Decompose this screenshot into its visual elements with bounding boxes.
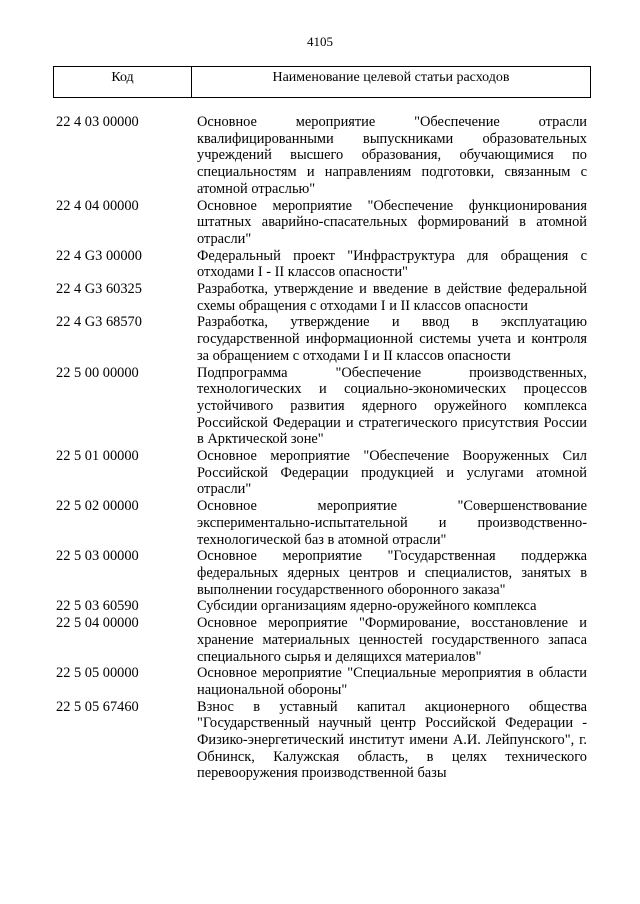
header-code-column: Код: [54, 67, 192, 97]
table-row: [56, 198, 587, 248]
row-name: Разработка, утверждение и введение в действие федеральной схемы обращения с отходами I и II классов опасности: [197, 281, 587, 314]
row-name: Основное мероприятие "Совершенствование экспериментально-испытательной и производственно-технологической баз в атомной отрасли": [197, 498, 587, 548]
table-row: [56, 248, 587, 281]
row-code: 22 5 02 00000: [56, 498, 139, 515]
table-row: [56, 281, 587, 314]
row-name: Субсидии организациям ядерно-оружейного комплекса: [197, 598, 537, 615]
budget-items-list: [56, 114, 587, 782]
row-code: 22 5 01 00000: [56, 448, 139, 465]
row-code: 22 4 03 00000: [56, 114, 139, 130]
table-row: [56, 114, 587, 198]
table-row: [56, 314, 587, 364]
table-header: [53, 66, 591, 98]
row-code: 22 4 04 00000: [56, 197, 139, 214]
table-row: [56, 365, 587, 449]
row-code: 22 4 G3 60325: [56, 281, 142, 298]
table-row: [56, 548, 587, 598]
row-code: 22 5 03 00000: [56, 548, 139, 565]
row-code: 22 4 G3 68570: [56, 314, 142, 331]
table-row: [56, 598, 587, 615]
table-row: [56, 615, 587, 665]
row-name: Основное мероприятие "Обеспечение функционирования штатных аварийно-спасательных формирований в атомной отрасли": [197, 197, 587, 247]
row-name: Основное мероприятие "Обеспечение Вооруженных Сил Российской Федерации продукцией и услугами атомной отрасли": [197, 448, 587, 498]
row-code: 22 4 G3 00000: [56, 247, 142, 264]
table-row: [56, 665, 587, 698]
row-code: 22 5 00 00000: [56, 364, 139, 381]
table-row: [56, 448, 587, 498]
row-name: Основное мероприятие "Государственная поддержка федеральных ядерных центров и специалистов, занятых в выполнении государственного оборонного заказа": [197, 548, 587, 598]
row-name: Подпрограмма "Обеспечение производственных, технологических и социально-экономических процессов устойчивого развития ядерного оружейного комплекса Российской Федерации и стратегического присутствия России в Арктической зоне": [197, 364, 587, 448]
row-code: 22 5 03 60590: [56, 598, 139, 615]
row-name: Федеральный проект "Инфраструктура для обращения с отходами I - II классов опасности": [197, 247, 587, 281]
row-name: Взнос в уставный капитал акционерного общества "Государственный научный центр Российской Федерации - Физико-энергетический институт имени А.И. Лейпунского", г. Обнинск, Калужская область, в целях технического перевооружения производственной базы: [197, 698, 587, 782]
row-name: Основное мероприятие "Специальные мероприятия в области национальной обороны": [197, 665, 587, 698]
page-number: 4105: [307, 34, 333, 49]
row-code: 22 5 04 00000: [56, 615, 139, 632]
table-row: [56, 498, 587, 548]
row-code: 22 5 05 67460: [56, 698, 139, 715]
row-name: Основное мероприятие "Обеспечение отрасли квалифицированными выпускниками образовательных учреждений высшего образования, обучающимися по специальностям и направлениям подготовки, связанным с атомной отраслью": [197, 114, 587, 197]
row-name: Основное мероприятие "Формирование, восстановление и хранение материальных ценностей государственного запаса специального сырья и делящихся материалов": [197, 615, 587, 665]
table-row: [56, 699, 587, 783]
row-name: Разработка, утверждение и ввод в эксплуатацию государственной информационной системы учета и контроля за обращением с отходами I и II классов опасности: [197, 314, 587, 364]
row-code: 22 5 05 00000: [56, 665, 139, 682]
header-name-column: Наименование целевой статьи расходов: [272, 70, 510, 85]
